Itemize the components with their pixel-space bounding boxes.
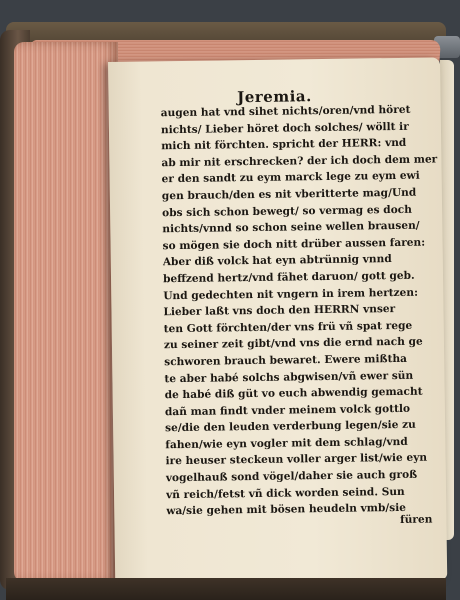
page-edges-left xyxy=(14,42,118,582)
text-line: nichts/vnnd so schon seine wellen brausen/ xyxy=(162,219,420,236)
text-line: ab mir nit erschrecken? der ich doch dem mer xyxy=(161,153,438,170)
text-line: zu seiner zeit gibt/vnd vns die ernd nach ge xyxy=(163,335,423,352)
text-line: er den sandt zu eym marck lege zu eym ewi xyxy=(161,170,420,186)
text-line: beffzend hertz/vnd fähet daruon/ gott geb. xyxy=(162,269,415,286)
text-line: obs sich schon bewegt/ so vermag es doch xyxy=(162,203,412,219)
book-cover-bottom xyxy=(6,578,446,600)
text-line: augen hat vnd sihet nichts/oren/vnd höret xyxy=(160,103,411,120)
text-line: fahen/wie eyn vogler mit dem schlag/vnd xyxy=(165,435,408,452)
text-line: vogelhauß sond vögel/daher sie auch groß xyxy=(165,468,418,485)
catchword: füren xyxy=(400,513,433,526)
text-line: Aber diß volck hat eyn abtrünnig vnnd xyxy=(162,253,392,269)
text-line: gen brauch/den es nit vberitterte mag/Und xyxy=(161,186,417,203)
text-line: ten Gott förchten/der vns frü vñ spat rege xyxy=(163,319,413,335)
running-head: Jeremia. xyxy=(237,87,312,107)
text-line: vñ reich/fetst vñ dick worden seind. Sun xyxy=(165,485,405,501)
text-line: schworen brauch bewaret. Ewere mißtha xyxy=(164,352,408,369)
printed-page xyxy=(108,57,447,584)
text-line: ire heuser steckeun voller arger list/wie eyn xyxy=(165,452,428,468)
text-line: wa/sie gehen mit bösen heudeln vmb/sie xyxy=(166,502,407,518)
text-line: so mögen sie doch nitt drüber aussen faren: xyxy=(162,236,426,253)
text-line: Und gedechten nit vngern in irem hertzen: xyxy=(163,286,419,302)
text-line: te aber habé solchs abgwisen/vñ ewer sün xyxy=(164,369,414,385)
text-line: se/die den leuden verderbung legen/sie zu xyxy=(165,419,416,435)
text-line: dañ man findt vnder meinem volck gottlo xyxy=(164,402,411,418)
text-line: nichts/ Lieber höret doch solches/ wöllt ir xyxy=(160,120,409,136)
text-line: mich nit förchten. spricht der HERR: vnd xyxy=(161,137,407,153)
text-line: de habé diß güt vo euch abwendig gemacht xyxy=(164,385,423,402)
page-text xyxy=(161,101,445,520)
text-line: Lieber laßt vns doch den HERRN vnser xyxy=(163,303,396,319)
